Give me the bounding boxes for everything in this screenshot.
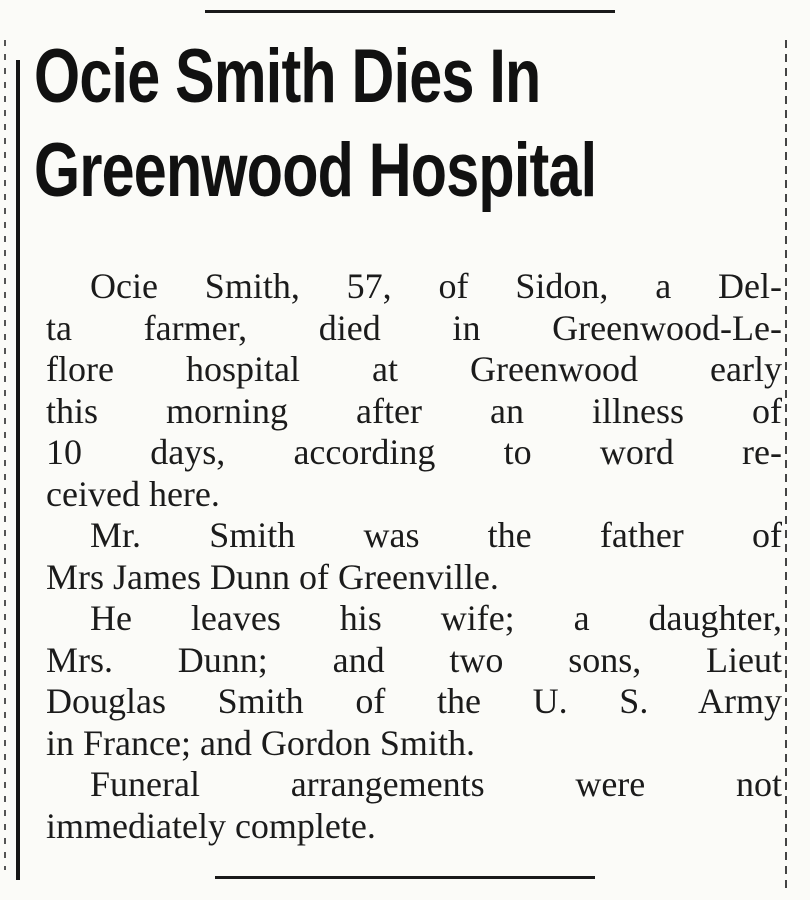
body-line: this morning after an illness of: [46, 390, 782, 431]
body-line: ta farmer, died in Greenwood-Le-: [46, 307, 782, 348]
headline-line-1: Ocie Smith Dies In: [34, 34, 541, 119]
body-line: immediately complete.: [46, 805, 376, 846]
body-line: Mrs. Dunn; and two sons, Lieut: [46, 639, 782, 680]
body-line: Douglas Smith of the U. S. Army: [46, 681, 782, 721]
headline-line-2: Greenwood Hospital: [34, 128, 597, 213]
headline: [34, 30, 611, 218]
body-line: in France; and Gordon Smith.: [46, 722, 475, 763]
body-line: He leaves his wife; a daughter,: [90, 598, 782, 638]
bottom-rule: [215, 876, 595, 879]
body-line: Funeral arrangements were not: [90, 764, 782, 804]
body-line: flore hospital at Greenwood early: [46, 349, 782, 389]
body-line: ceived here.: [46, 473, 220, 514]
left-column-rule: [16, 60, 20, 880]
article-body: [46, 266, 782, 847]
body-line: 10 days, according to word re-: [46, 432, 782, 472]
body-line: Ocie Smith, 57, of Sidon, a Del-: [90, 266, 782, 306]
body-line: Mrs James Dunn of Greenville.: [46, 556, 499, 597]
body-line: Mr. Smith was the father of: [90, 515, 782, 555]
left-column-dashed-rule: [4, 40, 6, 870]
top-rule: [205, 10, 615, 13]
right-column-dashed-rule: [785, 40, 787, 890]
